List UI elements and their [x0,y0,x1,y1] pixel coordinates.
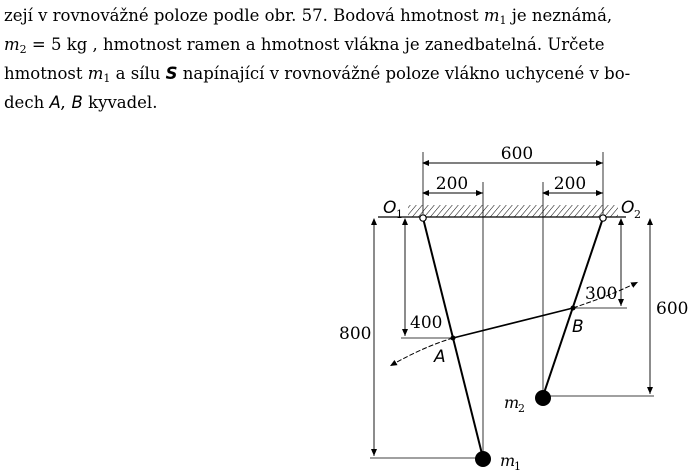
thread-ab [453,308,573,338]
text-segment: napínající v rovnovážné poloze vlákno uchycené v bo- [177,64,631,83]
point-b [571,306,576,311]
point-symbol-a: A, [49,93,67,112]
dim-label-600-right: 600 [656,299,689,319]
label-m2: m [504,393,520,412]
ceiling [378,205,626,217]
text-segment: dech [4,93,50,112]
subscript: 1 [499,14,507,27]
point-a [451,336,456,341]
point-symbol-b: B [71,93,83,112]
force-symbol-s: S [165,64,178,83]
dimension-800 [370,219,478,458]
label-m1-sub: 1 [514,460,521,472]
math-m1: m [483,6,500,25]
text-segment: zejí v rovnovážné poloze podle obr. 57. Bodová hmotnost [4,6,484,25]
dimension-600-right [548,219,654,396]
dim-label-400: 400 [410,313,443,333]
subscript: 1 [103,72,111,85]
dim-label-300: 300 [585,284,618,304]
math-m2: m [4,35,20,54]
subscript: 2 [19,43,27,56]
label-o1: O [383,198,397,218]
text-segment: kyvadel. [82,93,158,112]
label-o2-sub: 2 [634,208,641,221]
text-segment: je neznámá, [506,6,613,25]
label-m1: m [500,451,516,470]
mass-m1 [475,451,491,467]
pivot-o2 [600,215,606,221]
label-a: A [434,347,446,367]
text-segment: = 5 kg , hmotnost ramen a hmotnost vlákna je zanedbatelná. Určete [26,35,605,54]
math-m1: m [87,64,104,83]
pivot-o1 [420,215,426,221]
text-segment: hmotnost [4,64,88,83]
label-b: B [572,317,584,337]
label-o1-sub: 1 [396,208,403,221]
mass-m2 [535,390,551,406]
text-segment: a sílu [110,64,166,83]
label-m2-sub: 2 [518,402,525,415]
dim-label-200-left: 200 [435,174,469,194]
label-o2: O [621,198,635,218]
dim-label-200-right: 200 [553,174,587,194]
dim-label-600-top: 600 [500,144,534,164]
dim-label-800: 800 [339,324,372,344]
